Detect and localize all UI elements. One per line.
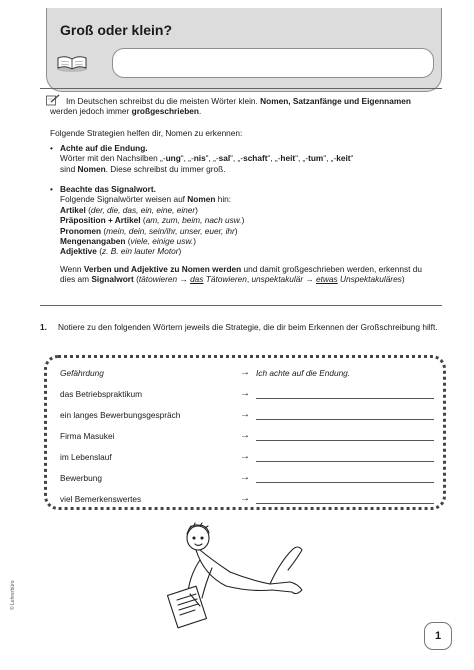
text-run: unspektakulär [251,274,304,285]
text-run: ung [165,153,181,164]
text-run: ) [234,225,238,236]
exercise-word: Bewerbung [60,473,102,483]
text-run: “ [350,153,354,164]
text-run: Präposition + Artikel [60,215,141,226]
text-run: “, „- [180,153,194,164]
text-run: Mengenangaben [60,236,126,247]
text-run: ) [241,215,245,226]
text-run: Nomen [77,163,106,174]
text-run: geschrieben [150,106,199,117]
text-run: z. B. ein lauter Motor [101,246,179,257]
text-run: Signalwort [91,274,134,285]
copyright: © Lehrerbüro [10,580,16,610]
text-run: “, „- [205,153,219,164]
exercise-row [60,366,438,380]
text-run: “, „- [295,153,309,164]
answer-line[interactable] [256,398,434,399]
strategy-ending-text [60,143,436,174]
text-run: ( [101,225,107,236]
text-run: → [177,274,191,285]
arrow-right-icon: → [240,472,250,483]
text-run: Folgende Signalwörter weisen auf [60,194,188,205]
exercise-word: Firma Masukei [60,431,115,441]
page-number: 1 [424,622,452,650]
strategy-ending [50,143,436,174]
arrow-right-icon: → [240,388,250,399]
exercise-row [60,408,438,422]
arrow-right-icon: → [240,493,250,504]
text-run: das [190,274,204,285]
text-run: Unspektakuläres [340,274,402,285]
text-run: Wörter mit den Nachsilben „- [60,153,166,164]
text-run: nis [193,153,206,164]
exercise-word: ein langes Bewerbungsgespräch [60,410,181,420]
text-run: etwas [316,274,338,285]
strategy-signalword [50,184,436,257]
page-title: Groß oder klein? [60,22,173,38]
text-run: tätowieren [138,274,178,285]
text-run: tum [308,153,324,164]
arrow-right-icon: → [240,409,250,420]
text-run: Achte auf die Endung. [60,143,148,153]
text-run: ) [401,274,405,285]
exercise-box [44,355,446,510]
text-run: der, die, das, ein, eine, einer [90,204,196,215]
exercise-word: im Lebenslauf [60,452,112,462]
text-run: Wenn [60,264,84,274]
info-box [40,88,442,306]
example-answer: Ich achte auf die Endung. [256,368,351,378]
exercise-row [60,387,438,401]
text-run: ) [195,204,198,215]
answer-line[interactable] [256,440,434,441]
task-number: 1. [40,322,47,332]
text-run: groß [131,106,151,117]
text-run: ( [133,274,139,285]
answer-line[interactable] [256,461,434,462]
text-run: Pronomen [60,225,102,236]
text-run: heit [280,153,296,164]
bullet-dot: • [50,184,53,194]
task-text: Notiere zu den folgenden Wörtern jeweils die Strategie, die dir beim Erkennen der Großschreibung hilft. [58,322,438,332]
intro-text [50,96,436,117]
text-run: Tätowieren [205,274,247,285]
text-run: keit [336,153,351,164]
nominalization-paragraph [60,264,436,285]
text-run: am, zum, beim, nach usw. [145,215,242,226]
exercise-row [60,471,438,485]
text-run: sal [218,153,231,164]
arrow-right-icon: → [240,430,250,441]
text-run: Beachte das Signalwort. [60,184,156,194]
text-run: viele, einige usw. [130,236,194,247]
answer-line[interactable] [256,503,434,504]
strategy-signalword-text [60,184,436,257]
text-run: Adjektive [60,246,97,257]
text-run: ) [178,246,182,257]
text-run: ( [85,204,91,215]
answer-line[interactable] [256,482,434,483]
text-run: Verben und Adjektive zu Nomen werden [83,264,242,274]
text-run: schaft [243,153,268,164]
answer-line[interactable] [256,419,434,420]
strategies-intro: Folgende Strategien helfen dir, Nomen zu erkennen: [50,128,243,138]
boy-writing-illustration [160,520,310,630]
text-run: Artikel [60,204,86,215]
text-run: . [198,106,202,117]
text-run: “, „- [267,153,281,164]
arrow-right-icon: → [240,367,250,378]
exercise-row [60,429,438,443]
text-run: → [303,274,317,285]
text-run: . Diese schreibst du immer groß. [105,163,226,174]
exercise-word: Gefährdung [60,368,104,378]
exercise-row [60,492,438,506]
arrow-right-icon: → [240,451,250,462]
text-run: und damit großgeschrieben werden, erkennst du dies am [60,264,423,285]
text-run: mein, dein, sein/ihr, unser, euer, ihr [106,225,235,236]
open-book-icon [55,52,89,74]
text-run: “, „- [323,153,337,164]
text-run: sind [60,163,78,174]
text-run: ( [140,215,146,226]
text-run: Im Deutschen schreibst du die meisten Wörter klein. [66,96,261,106]
exercise-row [60,450,438,464]
exercise-word: viel Bemerkenswertes [60,494,142,504]
exercise-word: das Betriebspraktikum [60,389,143,399]
text-run: ) [193,236,197,247]
text-run: Nomen [187,194,216,205]
bullet-dot: • [50,143,53,153]
text-run: “, „- [230,153,244,164]
name-field[interactable] [112,48,434,78]
text-run: ( [96,246,102,257]
text-run: Nomen, Satzanfänge und Eigennamen [260,96,411,106]
text-run: hin: [215,194,232,205]
text-run: werden jedoch immer [50,106,132,117]
text-run: ( [125,236,131,247]
text-run: , [246,274,252,285]
